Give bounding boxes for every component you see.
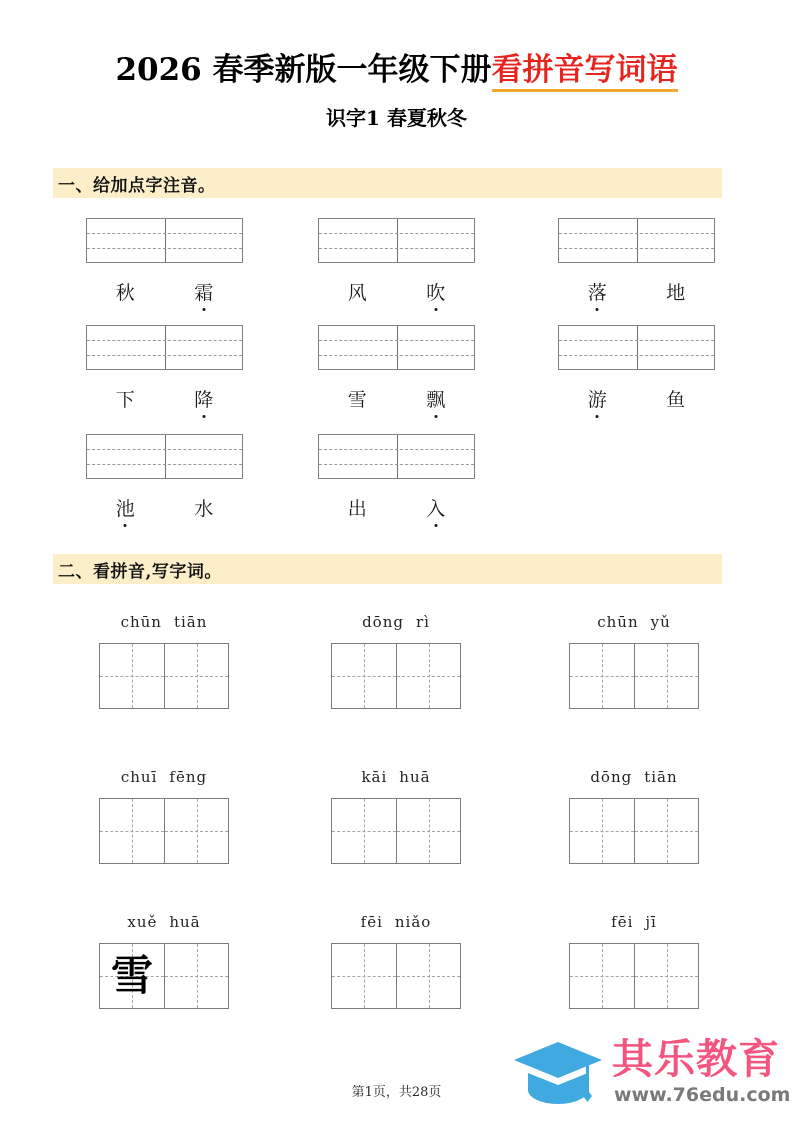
pinyin-syllable: yǔ [650,613,671,631]
pinyin-syllable: dōng [590,768,633,786]
grid-guide-line [87,449,242,450]
grid-vertical-divider [165,219,166,262]
section-heading-1 [53,168,722,198]
word-pair [318,278,475,305]
grid-guide-line [87,464,242,465]
grid-guide-line [559,340,714,341]
writing-cell-char [635,644,698,708]
pinyin-syllable: xuě [127,913,158,931]
grid-vertical-divider [165,435,166,478]
word-pair [558,385,715,412]
page-subtitle: 识字1 春夏秋冬 [326,106,467,131]
word-char: 秋 [115,282,135,304]
page-title [0,52,793,89]
writing-cell-char [100,799,164,863]
writing-grid[interactable] [569,798,699,864]
grid-guide-line [319,340,474,341]
word-char: 地 [666,282,686,304]
writing-cell[interactable] [332,799,396,863]
writing-cell[interactable] [634,944,698,1008]
logo-brand-text: 其乐教育 [612,1035,780,1083]
writing-cell[interactable] [396,799,460,863]
pinyin-prompt [316,913,476,931]
pinyin-syllable: fēi [360,913,383,931]
writing-cell-char [165,644,228,708]
writing-cell-char [165,944,228,1008]
word-pair [558,278,715,305]
word-char: 雪 [347,389,367,411]
writing-cell[interactable] [396,944,460,1008]
pinyin-answer-grid[interactable] [86,325,243,370]
pinyin-answer-grid[interactable] [558,218,715,263]
word-char-dotted: 入 [397,494,476,521]
graduation-cap-icon [512,1040,604,1106]
pinyin-prompt [316,768,476,786]
grid-guide-line [319,464,474,465]
pinyin-syllable: chūn [597,613,639,631]
word-char: 下 [115,389,135,411]
pinyin-syllable: huā [399,768,431,786]
pinyin-prompt [84,613,244,631]
grid-guide-line [87,340,242,341]
page-title-black: 2026 春季新版一年级下册 [115,52,492,88]
grid-vertical-divider [165,326,166,369]
writing-cell[interactable] [332,644,396,708]
word-pair [86,278,243,305]
word-char-dotted: 落 [558,278,637,305]
word-char: 出 [347,498,367,520]
word-char-dotted: 池 [86,494,165,521]
pinyin-syllable: dōng [362,613,404,631]
pinyin-syllable: tiān [644,768,678,786]
pinyin-prompt [554,913,714,931]
pinyin-answer-grid[interactable] [318,218,475,263]
word-char-dotted: 游 [558,385,637,412]
grid-guide-line [87,248,242,249]
grid-guide-line [559,355,714,356]
writing-cell-char [165,799,228,863]
writing-cell[interactable] [164,644,228,708]
grid-vertical-divider [637,326,638,369]
grid-vertical-divider [397,219,398,262]
pinyin-syllable: jī [645,913,657,931]
pinyin-answer-grid[interactable] [86,218,243,263]
page-title-red: 看拼音写词语 [492,52,678,92]
writing-cell-char [100,644,164,708]
pinyin-syllable: fēi [611,913,634,931]
pinyin-prompt [84,913,244,931]
word-pair [86,494,243,521]
section-heading-2 [53,554,722,584]
writing-grid[interactable] [99,798,229,864]
writing-cell[interactable] [634,799,698,863]
pinyin-syllable: tiān [173,613,208,631]
writing-cell[interactable] [634,644,698,708]
grid-guide-line [559,248,714,249]
writing-cell-char [570,644,634,708]
writing-grid[interactable] [99,643,229,709]
logo-url-text: www.76edu.com [614,1084,791,1106]
pinyin-syllable: fēng [169,768,208,786]
pinyin-answer-grid[interactable] [558,325,715,370]
pinyin-syllable: huā [169,913,201,931]
writing-cell-char [397,944,460,1008]
pinyin-answer-grid[interactable] [318,325,475,370]
word-char-dotted: 吹 [397,278,476,305]
section-heading-1-label: 一、给加点字注音。 [58,175,216,196]
grid-guide-line [87,233,242,234]
writing-cell[interactable] [396,644,460,708]
writing-cell-char [332,944,396,1008]
writing-cell[interactable] [100,944,164,1008]
writing-cell-char [635,944,698,1008]
grid-vertical-divider [397,326,398,369]
writing-grid[interactable] [569,643,699,709]
grid-guide-line [87,355,242,356]
pinyin-prompt [84,768,244,786]
word-char-dotted: 降 [165,385,244,412]
word-char: 风 [347,282,367,304]
writing-cell-char: 雪 [110,951,153,1000]
writing-cell[interactable] [332,944,396,1008]
word-pair [318,494,475,521]
section-heading-2-label: 二、看拼音,写字词。 [58,561,222,582]
pinyin-syllable: chūn [120,613,162,631]
grid-guide-line [319,355,474,356]
word-pair [318,385,475,412]
writing-cell-char [570,944,634,1008]
writing-cell[interactable] [164,799,228,863]
writing-grid[interactable] [569,943,699,1009]
word-char-dotted: 飘 [397,385,476,412]
grid-vertical-divider [637,219,638,262]
word-char: 水 [194,498,214,520]
writing-grid[interactable] [331,798,461,864]
page-header [0,0,793,131]
writing-cell-char [332,799,396,863]
pinyin-prompt [316,613,476,631]
writing-cell-char [332,644,396,708]
writing-cell[interactable] [100,799,164,863]
site-logo [512,1035,791,1110]
writing-grid[interactable] [99,943,229,1009]
pinyin-syllable: kāi [361,768,388,786]
page-number: 第1页，共28页 [351,1085,442,1100]
word-char: 鱼 [666,389,686,411]
grid-guide-line [559,233,714,234]
grid-guide-line [319,248,474,249]
grid-guide-line [319,233,474,234]
pinyin-syllable: chuī [120,768,158,786]
writing-cell-char [635,799,698,863]
writing-cell-char [570,799,634,863]
pinyin-answer-grid[interactable] [86,434,243,479]
writing-grid[interactable] [331,943,461,1009]
writing-cell[interactable] [570,799,634,863]
writing-cell-char [397,799,460,863]
word-pair [86,385,243,412]
pinyin-prompt [554,613,714,631]
writing-cell-char [397,644,460,708]
pinyin-answer-grid[interactable] [318,434,475,479]
pinyin-prompt [554,768,714,786]
writing-cell[interactable] [570,644,634,708]
writing-cell[interactable] [164,944,228,1008]
grid-vertical-divider [397,435,398,478]
pinyin-syllable: niǎo [394,913,432,931]
writing-cell[interactable] [570,944,634,1008]
pinyin-syllable: rì [415,613,430,631]
grid-guide-line [319,449,474,450]
writing-cell[interactable] [100,644,164,708]
word-char-dotted: 霜 [165,278,244,305]
writing-grid[interactable] [331,643,461,709]
